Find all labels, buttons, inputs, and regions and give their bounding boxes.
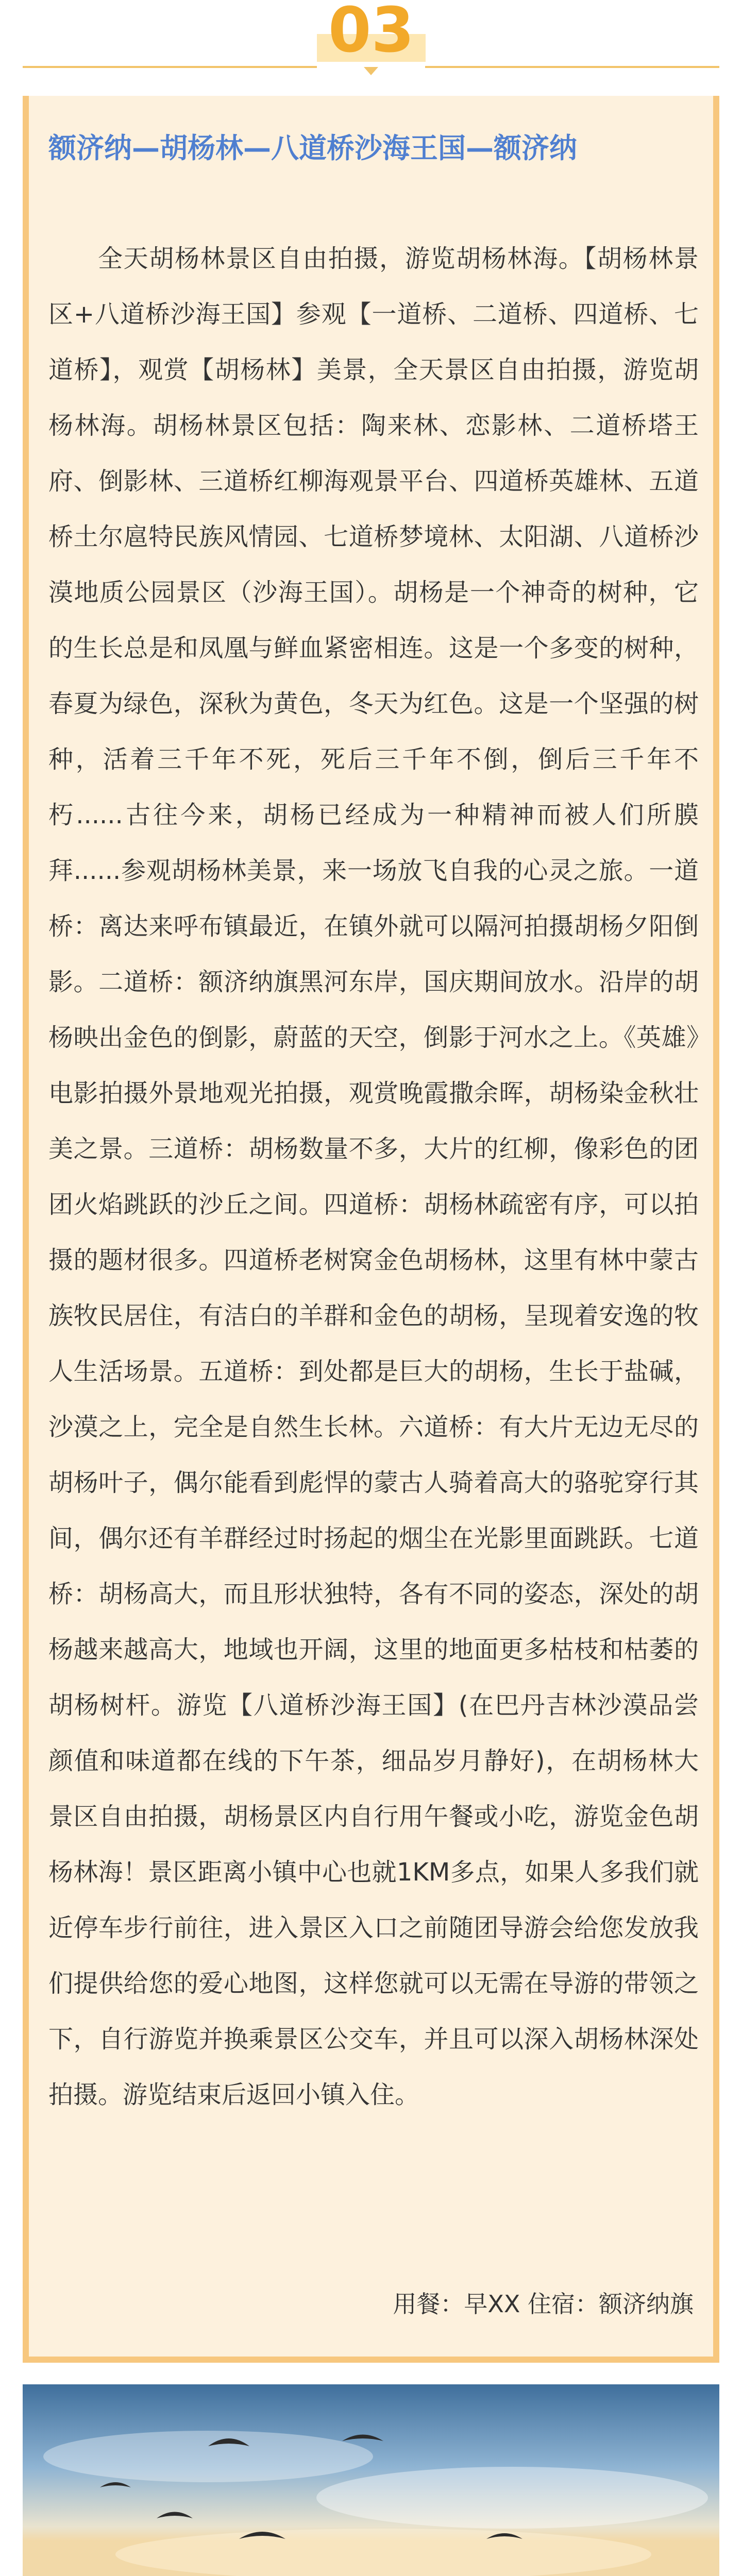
day-number: 03	[317, 0, 426, 62]
day-number-badge	[317, 0, 425, 72]
itinerary-card	[23, 96, 719, 2363]
badge-pointer	[364, 67, 378, 75]
itinerary-body: 全天胡杨林景区自由拍摄，游览胡杨林海。【胡杨林景区+八道桥沙海王国】参观【一道桥、二道桥、四道桥、七道桥】，观赏【胡杨林】美景，全天景区自由拍摄，游览胡杨林海。胡杨林景区包括：陶来林、恋影林、二道桥塔王府、倒影林、三道桥红柳海观景平台、四道桥英雄林、五道桥土尔扈特民族风情园、七道桥梦境林、太阳湖、八道桥沙漠地质公园景区（沙海王国）。胡杨是一个神奇的树种，它的生长总是和凤凰与鲜血紧密相连。这是一个多变的树种，春夏为绿色，深秋为黄色，冬天为红色。这是一个坚强的树种，活着三千年不死，死后三千年不倒，倒后三千年不朽......古往今来，胡杨已经成为一种精神而被人们所膜拜......参观胡杨林美景，来一场放飞自我的心灵之旅。一道桥：离达来呼布镇最近，在镇外就可以隔河拍摄胡杨夕阳倒影。二道桥：额济纳旗黑河东岸，国庆期间放水。沿岸的胡杨映出金色的倒影，蔚蓝的天空，倒影于河水之上。《英雄》电影拍摄外景地观光拍摄，观赏晚霞撒余晖，胡杨染金秋壮美之景。三道桥：胡杨数量不多，大片的红柳，像彩色的团团火焰跳跃的沙丘之间。四道桥：胡杨林疏密有序，可以拍摄的题材很多。四道桥老树窝金色胡杨林，这里有林中蒙古族牧民居住，有洁白的羊群和金色的胡杨，呈现着安逸的牧人生活场景。五道桥：到处都是巨大的胡杨，生长于盐碱，沙漠之上，完全是自然生长林。六道桥：有大片无边无尽的胡杨叶子，偶尔能看到彪悍的蒙古人骑着高大的骆驼穿行其间，偶尔还有羊群经过时扬起的烟尘在光影里面跳跃。七道桥：胡杨高大，而且形状独特，各有不同的姿态，深处的胡杨越来越高大，地域也开阔，这里的地面更多枯枝和枯萎的胡杨树杆。游览【八道桥沙海王国】(在巴丹吉林沙漠品尝颜值和味道都在线的下午茶，细品岁月静好)，在胡杨林大景区自由拍摄，胡杨景区内自行用午餐或小吃，游览金色胡杨林海！景区距离小镇中心也就1KM多点，如果人多我们就近停车步行前往，进入景区入口之前随团导游会给您发放我们提供给您的爱心地图，这样您就可以无需在导游的带领之下，自行游览并换乘景区公交车，并且可以深入胡杨林深处拍摄。游览结束后返回小镇入住。	[48, 244, 699, 2109]
day-header	[0, 0, 742, 77]
meals-lodging-line: 用餐：早XX 住宿：额济纳旗	[393, 2290, 694, 2318]
route-title: 额济纳—胡杨林—八道桥沙海王国—额济纳	[48, 132, 577, 164]
lake-seagulls-photo	[23, 2384, 719, 2576]
